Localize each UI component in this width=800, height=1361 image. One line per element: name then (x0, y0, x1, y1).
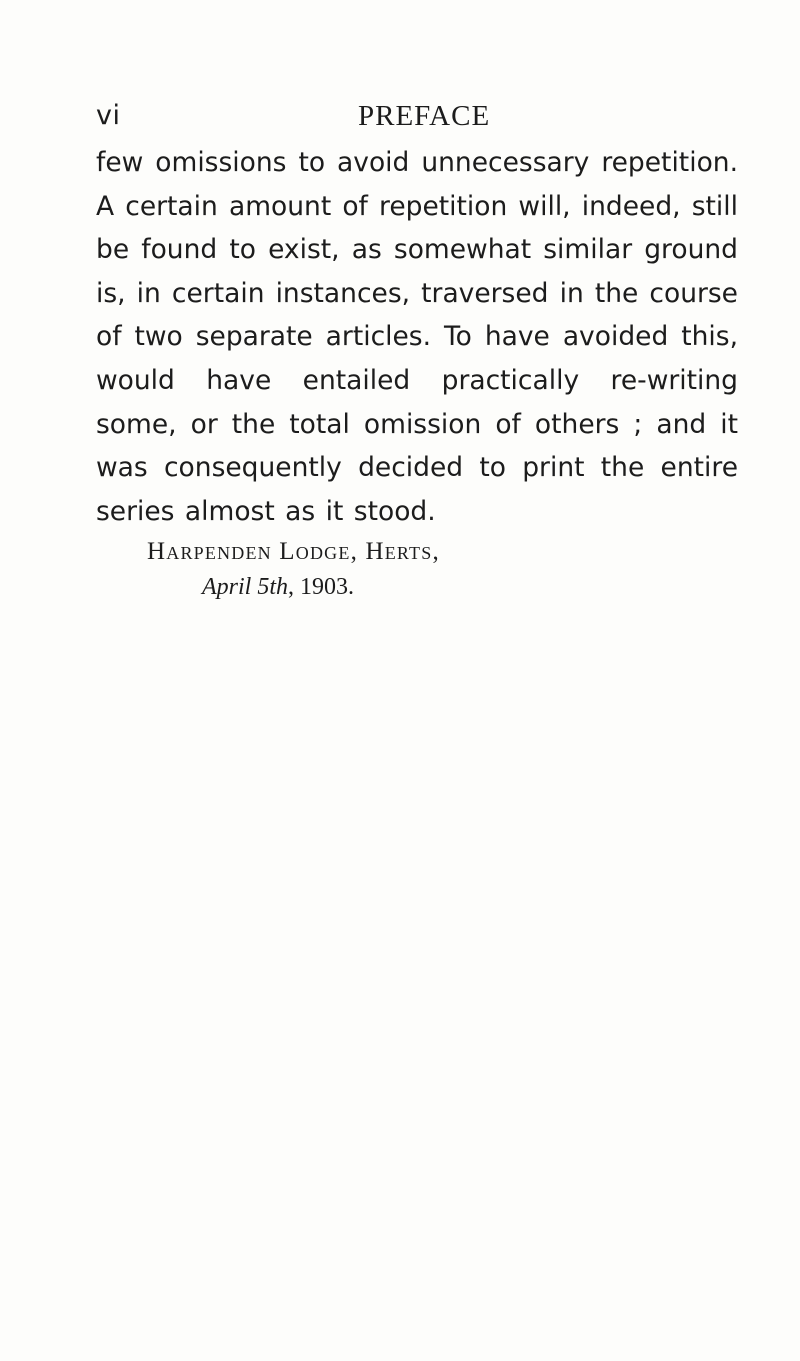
signature-date (202, 570, 647, 604)
running-title: PREFACE (358, 100, 491, 132)
date-month: April (202, 574, 252, 600)
body-paragraph: few omissions to avoid unnecessary repetition. A certain amount of repetition will, indeed, still be found to exist, as somewhat similar ground is, in certain instances, traversed in the course of two separate articles. To have avoided this, would have entailed practically re-writing some, or the total omission of others ; and it was consequently decided to print the entire series almost as it stood. (96, 147, 738, 527)
date-year: , 1903. (288, 574, 355, 600)
running-head (96, 96, 736, 136)
signature-place: Harpenden Lodge, Herts, (147, 538, 440, 565)
page-number: vi (96, 100, 121, 131)
signature-block (147, 534, 647, 604)
date-day: 5th (257, 574, 289, 600)
